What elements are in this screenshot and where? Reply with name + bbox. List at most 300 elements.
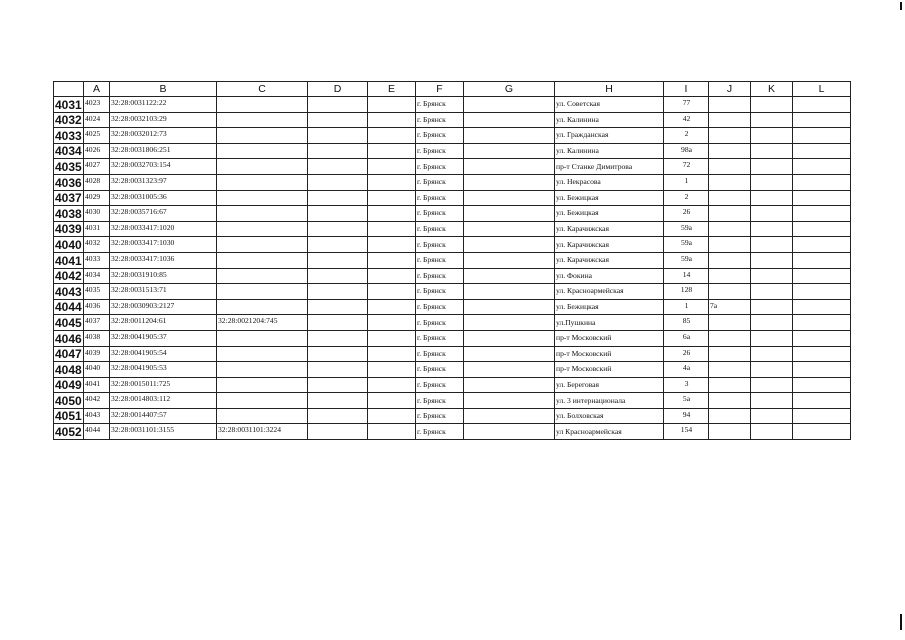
row-number[interactable]: 4041 (55, 253, 82, 268)
cell-b-cadastral-number[interactable]: 32:28:0031513:71 (110, 284, 217, 300)
cell-g[interactable] (464, 299, 555, 315)
row-number[interactable]: 4044 (55, 300, 82, 315)
cell-g[interactable] (464, 424, 555, 440)
cell-j[interactable] (709, 252, 751, 268)
cell-d[interactable] (308, 424, 368, 440)
cell-b-cadastral-number[interactable]: 32:28:0030903:2127 (110, 299, 217, 315)
cell-e[interactable] (368, 159, 416, 175)
cell-g[interactable] (464, 284, 555, 300)
cell-i-house[interactable]: 94 (664, 408, 709, 424)
cell-f-city[interactable]: г. Брянск (416, 190, 464, 206)
cell-f-city[interactable]: г. Брянск (416, 237, 464, 253)
cell-b-cadastral-number[interactable]: 32:28:0031910:85 (110, 268, 217, 284)
cell-l[interactable] (793, 362, 851, 378)
cell-e[interactable] (368, 408, 416, 424)
cell-g[interactable] (464, 268, 555, 284)
cell-d[interactable] (308, 362, 368, 378)
column-header-d[interactable]: D (308, 82, 368, 97)
cell-j[interactable] (709, 221, 751, 237)
cell-f-city[interactable]: г. Брянск (416, 128, 464, 144)
cell-g[interactable] (464, 362, 555, 378)
cell-b-cadastral-number[interactable]: 32:28:0031122:22 (110, 97, 217, 113)
cell-k[interactable] (751, 408, 793, 424)
cell-c-cadastral-number[interactable] (217, 393, 308, 409)
cell-k[interactable] (751, 346, 793, 362)
cell-k[interactable] (751, 206, 793, 222)
cell-l[interactable] (793, 377, 851, 393)
row-number[interactable]: 4035 (55, 159, 82, 174)
cell-h-street[interactable]: пр-т Московский (555, 330, 664, 346)
cell-c-cadastral-number[interactable] (217, 299, 308, 315)
cell-c-cadastral-number[interactable] (217, 237, 308, 253)
cell-a[interactable]: 4030 (84, 206, 110, 222)
column-header-g[interactable]: G (464, 82, 555, 97)
cell-d[interactable] (308, 268, 368, 284)
cell-h-street[interactable]: ул Красноармейская (555, 424, 664, 440)
cell-c-cadastral-number[interactable] (217, 408, 308, 424)
cell-i-house[interactable]: 26 (664, 346, 709, 362)
cell-j[interactable] (709, 112, 751, 128)
cell-e[interactable] (368, 268, 416, 284)
cell-f-city[interactable]: г. Брянск (416, 299, 464, 315)
cell-g[interactable] (464, 206, 555, 222)
cell-b-cadastral-number[interactable]: 32:28:0031323:97 (110, 174, 217, 190)
cell-j[interactable] (709, 97, 751, 113)
column-header-l[interactable]: L (793, 82, 851, 97)
cell-g[interactable] (464, 237, 555, 253)
cell-f-city[interactable]: г. Брянск (416, 143, 464, 159)
cell-d[interactable] (308, 237, 368, 253)
cell-g[interactable] (464, 128, 555, 144)
column-header-a[interactable]: A (84, 82, 110, 97)
cell-a[interactable]: 4027 (84, 159, 110, 175)
cell-d[interactable] (308, 206, 368, 222)
cell-h-street[interactable]: ул. Болховская (555, 408, 664, 424)
cell-f-city[interactable]: г. Брянск (416, 346, 464, 362)
cell-c-cadastral-number[interactable] (217, 268, 308, 284)
cell-f-city[interactable]: г. Брянск (416, 315, 464, 331)
column-header-h[interactable]: H (555, 82, 664, 97)
cell-c-cadastral-number[interactable] (217, 190, 308, 206)
cell-d[interactable] (308, 330, 368, 346)
cell-k[interactable] (751, 237, 793, 253)
cell-l[interactable] (793, 97, 851, 113)
cell-f-city[interactable]: г. Брянск (416, 330, 464, 346)
cell-d[interactable] (308, 408, 368, 424)
cell-a[interactable]: 4032 (84, 237, 110, 253)
cell-l[interactable] (793, 315, 851, 331)
cell-e[interactable] (368, 237, 416, 253)
cell-k[interactable] (751, 190, 793, 206)
cell-a[interactable]: 4029 (84, 190, 110, 206)
cell-b-cadastral-number[interactable]: 32:28:0033417:1036 (110, 252, 217, 268)
cell-a[interactable]: 4044 (84, 424, 110, 440)
cell-j[interactable] (709, 128, 751, 144)
cell-i-house[interactable]: 4а (664, 362, 709, 378)
cell-e[interactable] (368, 252, 416, 268)
cell-l[interactable] (793, 284, 851, 300)
cell-h-street[interactable]: ул. Бежицкая (555, 206, 664, 222)
cell-a[interactable]: 4023 (84, 97, 110, 113)
cell-g[interactable] (464, 112, 555, 128)
cell-j[interactable] (709, 408, 751, 424)
cell-b-cadastral-number[interactable]: 32:28:0041905:54 (110, 346, 217, 362)
cell-a[interactable]: 4041 (84, 377, 110, 393)
scan-edge-mark-top (900, 2, 902, 10)
cell-h-street[interactable]: пр-т Станке Димитрова (555, 159, 664, 175)
cell-l[interactable] (793, 330, 851, 346)
cell-i-house[interactable]: 128 (664, 284, 709, 300)
cell-h-street[interactable]: ул. Гражданская (555, 128, 664, 144)
cell-i-house[interactable]: 1 (664, 299, 709, 315)
row-number[interactable]: 4032 (55, 113, 82, 128)
cell-i-house[interactable]: 98а (664, 143, 709, 159)
cell-i-house[interactable]: 6а (664, 330, 709, 346)
row-number[interactable]: 4045 (55, 315, 82, 330)
cell-c-cadastral-number[interactable] (217, 284, 308, 300)
cell-k[interactable] (751, 221, 793, 237)
cell-c-cadastral-number[interactable] (217, 174, 308, 190)
cell-b-cadastral-number[interactable]: 32:28:0031101:3155 (110, 424, 217, 440)
cell-a[interactable]: 4024 (84, 112, 110, 128)
cell-d[interactable] (308, 377, 368, 393)
cell-e[interactable] (368, 424, 416, 440)
cell-j[interactable] (709, 284, 751, 300)
cell-i-house[interactable]: 26 (664, 206, 709, 222)
cell-j[interactable] (709, 174, 751, 190)
cell-a[interactable]: 4038 (84, 330, 110, 346)
cell-c-cadastral-number[interactable] (217, 159, 308, 175)
cell-k[interactable] (751, 112, 793, 128)
cell-b-cadastral-number[interactable]: 32:28:0041905:37 (110, 330, 217, 346)
cell-d[interactable] (308, 190, 368, 206)
corner-cell[interactable] (54, 82, 84, 97)
cell-c-cadastral-number[interactable]: 32:28:0031101:3224 (217, 424, 308, 440)
cell-a[interactable]: 4035 (84, 284, 110, 300)
cell-a[interactable]: 4037 (84, 315, 110, 331)
cell-a[interactable]: 4026 (84, 143, 110, 159)
cell-e[interactable] (368, 284, 416, 300)
cell-b-cadastral-number[interactable]: 32:28:0032103:29 (110, 112, 217, 128)
cell-l[interactable] (793, 128, 851, 144)
cell-i-house[interactable]: 59а (664, 237, 709, 253)
cell-e[interactable] (368, 299, 416, 315)
cell-g[interactable] (464, 408, 555, 424)
cell-d[interactable] (308, 299, 368, 315)
cell-b-cadastral-number[interactable]: 32:28:0033417:1030 (110, 237, 217, 253)
cell-k[interactable] (751, 97, 793, 113)
cell-d[interactable] (308, 393, 368, 409)
cell-c-cadastral-number[interactable] (217, 377, 308, 393)
cell-h-street[interactable]: пр-т Московский (555, 362, 664, 378)
cell-j[interactable] (709, 143, 751, 159)
cell-f-city[interactable]: г. Брянск (416, 206, 464, 222)
cell-f-city[interactable]: г. Брянск (416, 408, 464, 424)
cell-d[interactable] (308, 252, 368, 268)
cell-e[interactable] (368, 362, 416, 378)
cell-c-cadastral-number[interactable] (217, 112, 308, 128)
cell-g[interactable] (464, 330, 555, 346)
cell-g[interactable] (464, 174, 555, 190)
row-number[interactable]: 4051 (55, 409, 82, 424)
cell-a[interactable]: 4034 (84, 268, 110, 284)
row-number[interactable]: 4043 (55, 284, 82, 299)
cell-b-cadastral-number[interactable]: 32:28:0014803:112 (110, 393, 217, 409)
cell-a[interactable]: 4025 (84, 128, 110, 144)
column-header-b[interactable]: B (110, 82, 217, 97)
cell-g[interactable] (464, 393, 555, 409)
cell-e[interactable] (368, 377, 416, 393)
cell-c-cadastral-number[interactable] (217, 346, 308, 362)
cell-h-street[interactable]: пр-т Московский (555, 346, 664, 362)
cell-f-city[interactable]: г. Брянск (416, 362, 464, 378)
cell-f-city[interactable]: г. Брянск (416, 112, 464, 128)
cell-g[interactable] (464, 377, 555, 393)
cell-j[interactable] (709, 362, 751, 378)
cell-k[interactable] (751, 377, 793, 393)
cell-e[interactable] (368, 221, 416, 237)
cell-k[interactable] (751, 284, 793, 300)
cell-j[interactable]: 7а (709, 299, 751, 315)
row-number[interactable]: 4046 (55, 331, 82, 346)
cell-j[interactable] (709, 268, 751, 284)
cell-d[interactable] (308, 284, 368, 300)
cell-l[interactable] (793, 159, 851, 175)
cell-e[interactable] (368, 315, 416, 331)
cell-h-street[interactable]: ул. Советская (555, 97, 664, 113)
cell-g[interactable] (464, 315, 555, 331)
cell-f-city[interactable]: г. Брянск (416, 284, 464, 300)
cell-f-city[interactable]: г. Брянск (416, 221, 464, 237)
cell-h-street[interactable]: ул.Пушкина (555, 315, 664, 331)
cell-j[interactable] (709, 377, 751, 393)
cell-f-city[interactable]: г. Брянск (416, 377, 464, 393)
cell-g[interactable] (464, 97, 555, 113)
cell-a[interactable]: 4033 (84, 252, 110, 268)
cell-l[interactable] (793, 190, 851, 206)
cell-g[interactable] (464, 221, 555, 237)
cell-j[interactable] (709, 190, 751, 206)
cell-k[interactable] (751, 362, 793, 378)
cell-k[interactable] (751, 330, 793, 346)
cell-e[interactable] (368, 143, 416, 159)
cell-h-street[interactable]: ул. Карачижская (555, 252, 664, 268)
cell-a[interactable]: 4040 (84, 362, 110, 378)
cell-l[interactable] (793, 299, 851, 315)
column-header-f[interactable]: F (416, 82, 464, 97)
cell-l[interactable] (793, 143, 851, 159)
cell-l[interactable] (793, 206, 851, 222)
cell-e[interactable] (368, 206, 416, 222)
column-header-c[interactable]: C (217, 82, 308, 97)
cell-d[interactable] (308, 346, 368, 362)
cell-l[interactable] (793, 424, 851, 440)
cell-g[interactable] (464, 346, 555, 362)
cell-l[interactable] (793, 346, 851, 362)
cell-j[interactable] (709, 424, 751, 440)
cell-a[interactable]: 4039 (84, 346, 110, 362)
cell-f-city[interactable]: г. Брянск (416, 174, 464, 190)
cell-l[interactable] (793, 408, 851, 424)
cell-l[interactable] (793, 268, 851, 284)
cell-l[interactable] (793, 174, 851, 190)
cell-e[interactable] (368, 174, 416, 190)
cell-g[interactable] (464, 143, 555, 159)
cell-c-cadastral-number[interactable] (217, 128, 308, 144)
cell-j[interactable] (709, 159, 751, 175)
column-header-k[interactable]: K (751, 82, 793, 97)
row-number[interactable]: 4038 (55, 206, 82, 221)
cell-i-house[interactable]: 1 (664, 174, 709, 190)
cell-e[interactable] (368, 128, 416, 144)
row-number[interactable]: 4048 (55, 362, 82, 377)
cell-f-city[interactable]: г. Брянск (416, 424, 464, 440)
row-number[interactable]: 4042 (55, 269, 82, 284)
cell-h-street[interactable]: ул. Калинина (555, 112, 664, 128)
cell-c-cadastral-number[interactable] (217, 221, 308, 237)
cell-d[interactable] (308, 174, 368, 190)
cell-i-house[interactable]: 2 (664, 190, 709, 206)
cell-j[interactable] (709, 315, 751, 331)
cell-e[interactable] (368, 330, 416, 346)
row-number[interactable]: 4049 (55, 378, 82, 393)
cell-h-street[interactable]: ул. Береговая (555, 377, 664, 393)
cell-h-street[interactable]: ул. Некрасова (555, 174, 664, 190)
cell-l[interactable] (793, 112, 851, 128)
cell-g[interactable] (464, 159, 555, 175)
cell-l[interactable] (793, 237, 851, 253)
cell-h-street[interactable]: ул. Карачижская (555, 237, 664, 253)
cell-a[interactable]: 4028 (84, 174, 110, 190)
cell-l[interactable] (793, 393, 851, 409)
cell-e[interactable] (368, 97, 416, 113)
cell-a[interactable]: 4043 (84, 408, 110, 424)
cell-e[interactable] (368, 112, 416, 128)
row-number[interactable]: 4050 (55, 393, 82, 408)
cell-c-cadastral-number[interactable] (217, 362, 308, 378)
cell-d[interactable] (308, 143, 368, 159)
cell-b-cadastral-number[interactable]: 32:28:0014407:57 (110, 408, 217, 424)
cell-b-cadastral-number[interactable]: 32:28:0031806:251 (110, 143, 217, 159)
cell-a[interactable]: 4031 (84, 221, 110, 237)
cell-e[interactable] (368, 190, 416, 206)
cell-k[interactable] (751, 393, 793, 409)
cell-j[interactable] (709, 330, 751, 346)
row-number[interactable]: 4033 (55, 128, 82, 143)
cell-k[interactable] (751, 143, 793, 159)
row-number[interactable]: 4040 (55, 237, 82, 252)
cell-f-city[interactable]: г. Брянск (416, 393, 464, 409)
cell-c-cadastral-number[interactable]: 32:28:0021204:745 (217, 315, 308, 331)
column-header-j[interactable]: J (709, 82, 751, 97)
cell-a[interactable]: 4036 (84, 299, 110, 315)
cell-e[interactable] (368, 346, 416, 362)
cell-i-house[interactable]: 5а (664, 393, 709, 409)
cell-b-cadastral-number[interactable]: 32:28:0035716:67 (110, 206, 217, 222)
cell-b-cadastral-number[interactable]: 32:28:0011204:61 (110, 315, 217, 331)
cell-j[interactable] (709, 237, 751, 253)
cell-i-house[interactable]: 14 (664, 268, 709, 284)
row-number[interactable]: 4039 (55, 222, 82, 237)
cell-h-street[interactable]: ул. 3 интернационала (555, 393, 664, 409)
cell-f-city[interactable]: г. Брянск (416, 159, 464, 175)
cell-j[interactable] (709, 393, 751, 409)
cell-h-street[interactable]: ул. Бежицкая (555, 190, 664, 206)
cell-c-cadastral-number[interactable] (217, 143, 308, 159)
cell-d[interactable] (308, 221, 368, 237)
cell-i-house[interactable]: 85 (664, 315, 709, 331)
cell-k[interactable] (751, 174, 793, 190)
cell-j[interactable] (709, 206, 751, 222)
cell-b-cadastral-number[interactable]: 32:28:0015011:725 (110, 377, 217, 393)
row-number[interactable]: 4031 (55, 97, 82, 112)
cell-k[interactable] (751, 159, 793, 175)
cell-k[interactable] (751, 128, 793, 144)
cell-k[interactable] (751, 424, 793, 440)
cell-d[interactable] (308, 112, 368, 128)
cell-c-cadastral-number[interactable] (217, 97, 308, 113)
cell-f-city[interactable]: г. Брянск (416, 97, 464, 113)
cell-h-street[interactable]: ул. Бежицкая (555, 299, 664, 315)
cell-b-cadastral-number[interactable]: 32:28:0041905:53 (110, 362, 217, 378)
cell-l[interactable] (793, 252, 851, 268)
cell-f-city[interactable]: г. Брянск (416, 268, 464, 284)
cell-f-city[interactable]: г. Брянск (416, 252, 464, 268)
cell-i-house[interactable]: 42 (664, 112, 709, 128)
cell-b-cadastral-number[interactable]: 32:28:0032012:73 (110, 128, 217, 144)
cell-d[interactable] (308, 128, 368, 144)
cell-i-house[interactable]: 72 (664, 159, 709, 175)
cell-h-street[interactable]: ул. Фокина (555, 268, 664, 284)
cell-l[interactable] (793, 221, 851, 237)
cell-d[interactable] (308, 159, 368, 175)
cell-k[interactable] (751, 268, 793, 284)
cell-g[interactable] (464, 252, 555, 268)
cell-k[interactable] (751, 252, 793, 268)
cell-h-street[interactable]: ул. Красноармейская (555, 284, 664, 300)
cell-i-house[interactable]: 3 (664, 377, 709, 393)
cell-c-cadastral-number[interactable] (217, 206, 308, 222)
cell-i-house[interactable]: 59а (664, 252, 709, 268)
column-header-e[interactable]: E (368, 82, 416, 97)
cell-a[interactable]: 4042 (84, 393, 110, 409)
row-number[interactable]: 4034 (55, 144, 82, 159)
cell-c-cadastral-number[interactable] (217, 252, 308, 268)
cell-j[interactable] (709, 346, 751, 362)
cell-d[interactable] (308, 97, 368, 113)
cell-h-street[interactable]: ул. Карачижская (555, 221, 664, 237)
cell-i-house[interactable]: 154 (664, 424, 709, 440)
cell-g[interactable] (464, 190, 555, 206)
cell-b-cadastral-number[interactable]: 32:28:0032703:154 (110, 159, 217, 175)
row-number[interactable]: 4036 (55, 175, 82, 190)
cell-b-cadastral-number[interactable]: 32:28:0033417:1020 (110, 221, 217, 237)
row-number[interactable]: 4037 (55, 191, 82, 206)
cell-k[interactable] (751, 299, 793, 315)
cell-k[interactable] (751, 315, 793, 331)
row-number[interactable]: 4052 (55, 425, 82, 440)
cell-i-house[interactable]: 59а (664, 221, 709, 237)
cell-i-house[interactable]: 77 (664, 97, 709, 113)
cell-i-house[interactable]: 2 (664, 128, 709, 144)
cell-c-cadastral-number[interactable] (217, 330, 308, 346)
cell-d[interactable] (308, 315, 368, 331)
row-number[interactable]: 4047 (55, 347, 82, 362)
cell-e[interactable] (368, 393, 416, 409)
column-header-i[interactable]: I (664, 82, 709, 97)
cell-b-cadastral-number[interactable]: 32:28:0031005:36 (110, 190, 217, 206)
cell-h-street[interactable]: ул. Калинина (555, 143, 664, 159)
